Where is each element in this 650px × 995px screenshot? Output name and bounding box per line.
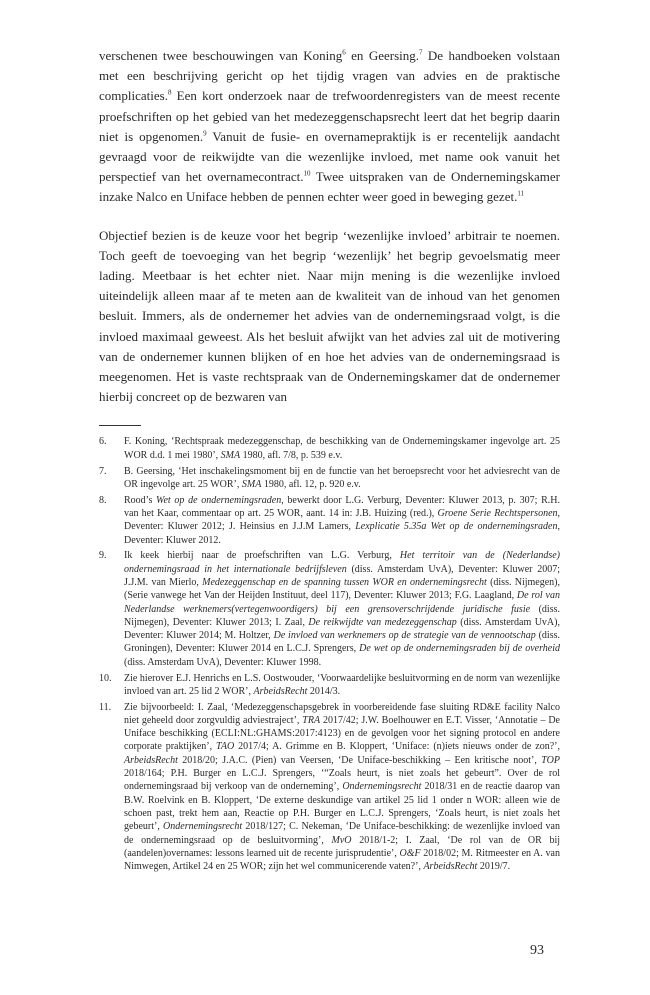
text-run: 2017/42; J.W. Boelhouwer en E.T. Visser, ‘Annotatie – De Uniface beschikking (ECLI:NL:GHAMS:2017:4123) en de gevolgen voor het signing protocol en andere corporate praktijken’, [124, 714, 560, 753]
text-run: (diss. Amsterdam UvA), Deventer: Kluwer 1998. [124, 656, 322, 668]
text-run: F. Koning, ‘Rechtspraak medezeggenschap, de beschikking van de Ondernemingskamer ingevolge art. 25 WOR d.d. 1 mei 1980’, [124, 436, 560, 461]
text-run: 1980, afl. 12, p. 920 e.v. [261, 478, 361, 490]
page-content [99, 46, 560, 876]
text-run: Zie bijvoorbeeld: I. Zaal, ‘Medezeggenschapsgebrek in voorbereidende fase sluiting RD&E facility Nalco niet geheeld door zorgvuldig adviestraject’, [124, 701, 560, 726]
text-run: (diss. Amsterdam UvA), Deventer: Kluwer 2014; M. Holtzer, [124, 616, 560, 642]
italic-title: Medezeggenschap en de spanning tussen WOR en ondernemingsrecht [202, 576, 487, 588]
footnote-number: 6. [99, 436, 107, 448]
italic-title: TRA [302, 714, 321, 726]
italic-title: De reikwijdte van medezeggenschap [308, 616, 457, 628]
footnote-ref[interactable]: 9 [203, 129, 207, 138]
italic-title: Het territoir van de (Nederlandse) ondernemingsraad in het internationale bedrijfsleven [124, 550, 560, 575]
footnote-item [99, 549, 560, 669]
text-run: Objectief bezien is de keuze voor het begrip ‘wezenlijke invloed’ arbitrair te noemen. Toch geeft de toevoeging van het begrip ‘wezenlijk’ het begrip gevoelsmatig meer lading. Meetbaar is het echter niet. Naar mijn mening is die wezenlijke invloed uiteindelijk alleen maar af te meten aan de kwaliteit van de inhoud van het genomen besluit. Immers, als de ondernemer het advies van de ondernemingsraad volgt, is die invloed maximaal geweest. Als het besluit afwijkt van het advies zal uit de motivering van de ondernemer kunnen blijken of en hoe het advies van de ondernemingsraad is meegenomen. Het is vaste rechtspraak van de Ondernemingskamer dat de ondernemer hierbij concreet op de bezwaren van [99, 227, 560, 405]
body-text [99, 46, 560, 407]
footnote-item [99, 672, 560, 699]
text-run: 2018/20; J.A.C. (Pien) van Veersen, ‘De Uniface-beschikking – Een kritische noot’, [177, 754, 542, 766]
text-run: , Deventer: Kluwer 2012. [124, 521, 560, 546]
footnotes-list [99, 435, 560, 873]
text-run: , Deventer: Kluwer 2012; J. Heinsius en J.J.M Lamers, [124, 507, 561, 533]
footnote-number: 11. [99, 701, 112, 713]
italic-title: ArbeidsRecht [423, 861, 478, 873]
text-run: (diss. Amsterdam UvA), Deventer: Kluwer 2007; J.J.M. van Mierlo, [124, 563, 560, 588]
footnote-divider [99, 425, 141, 426]
text-run: De handboeken volstaan met een beschrijving gericht op het tijdig vragen van advies en de praktische complicaties. [99, 48, 560, 104]
footnote-number: 9. [99, 550, 107, 562]
text-run: 2018/02; M. Ritmeester en A. van Nimwegen, Artikel 24 en 25 WOR; zijn het wel communicerende vaten?’, [124, 847, 560, 873]
text-run: Rood’s [124, 494, 157, 506]
text-run: Zie hierover E.J. Henrichs en L.S. Oostwouder, ‘Voorwaardelijke besluitvorming en de norm van wezenlijke invloed van art. 25 lid 2 WOR’, [124, 672, 560, 697]
italic-title: SMA [220, 449, 241, 461]
footnote-item [99, 465, 560, 492]
footnote-number: 10. [99, 672, 112, 684]
text-run: B. Geersing, ‘Het inschakelingsmoment bij en de functie van het beroepsrecht voor het adviesrecht van de OR ingevolge art. 25 WOR’, [124, 465, 560, 490]
text-run: 2017/4; A. Grimme en B. Kloppert, ‘Uniface: (n)iets nieuws onder de zon?’, [234, 741, 560, 753]
body-paragraph [99, 226, 560, 408]
footnote-ref[interactable]: 6 [342, 48, 346, 57]
italic-title: Ondernemingsrecht [342, 781, 422, 793]
text-run: Vanuit de fusie- en overnamepraktijk is er recentelijk aandacht gevraagd voor de reikwijdte van die wezenlijke invloed, met name ook vanuit het perspectief van het overnamecontract. [99, 128, 560, 185]
footnote-ref[interactable]: 8 [167, 89, 172, 98]
italic-title: ArbeidsRecht [124, 754, 178, 766]
italic-title: TAO [216, 741, 235, 753]
text-run: (diss. Nijmegen), Deventer: Kluwer 2013; I. Zaal, [124, 603, 560, 628]
italic-title: MvO [331, 834, 352, 846]
text-run: 1980, afl. 7/8, p. 539 e.v. [240, 449, 343, 461]
footnote-number: 8. [99, 494, 107, 506]
italic-title: SMA [241, 478, 262, 490]
text-run: 2018/127; C. Nekeman, ‘De Uniface-beschikking: de wezenlijke invloed van de ondernemingsraad op de besluitvorming’, [124, 821, 560, 846]
footnote-number: 7. [99, 465, 107, 477]
body-paragraph [99, 46, 560, 208]
footnote-ref[interactable]: 10 [303, 169, 311, 178]
text-run: Twee uitspraken van de Ondernemingskamer inzake Nalco en Uniface hebben de pennen echter weer goed in beweging gezet. [99, 169, 560, 205]
footnote-item [99, 701, 560, 874]
text-run: verschenen twee beschouwingen van Koning [99, 48, 343, 63]
italic-title: ArbeidsRecht [253, 685, 308, 697]
text-run: 2014/3. [307, 685, 341, 697]
italic-title: Groene Serie Rechtspersonen [437, 507, 558, 519]
italic-title: De invloed van werknemers op de strategie van de vennootschap [273, 630, 536, 642]
footnote-ref[interactable]: 11 [517, 190, 525, 199]
text-run: en Geersing. [345, 48, 419, 63]
text-run: 2019/7. [477, 861, 511, 873]
text-run: Ik keek hierbij naar de proefschriften van L.G. Verburg, [124, 550, 400, 562]
italic-title: De rol van Nederlandse werknemers(vertegenwoordigers) bij een grensoverschrijdende juridische fusie [124, 590, 560, 615]
italic-title: Ondernemingsrecht [163, 821, 243, 833]
footnote-ref[interactable]: 7 [419, 48, 423, 57]
text-run: , bewerkt door L.G. Verburg, Deventer: Kluwer 2013, p. 307; R.H. van het Kaar, commentaar op art. 25 WOR, aant. 14 in: J.B. Huizing (red.), [124, 494, 560, 519]
italic-title: TOP [541, 754, 560, 766]
italic-title: O&F [399, 847, 421, 859]
text-run: 2018/1-2; I. Zaal, ‘De rol van de OR bij (aandelen)overnames: lessons learned uit de recente jurisprudentie’, [124, 834, 561, 859]
text-run: Een kort onderzoek naar de trefwoordenregisters van de meest recente proefschriften op het gebied van het medezeggenschapsrecht leert dat het begrip daarin niet is opgenomen. [99, 88, 560, 144]
text-run: (diss. Groningen), Deventer: Kluwer 2014 en L.C.J. Sprengers, [124, 630, 560, 655]
footnote-item [99, 435, 560, 462]
text-run: 2018/164; P.H. Burger en L.C.J. Sprengers, ‘“Zoals heurt, is niet zoals het gebeurt”. Over de rol ondernemingsraad bij verkoop van de onderneming’, [124, 768, 560, 793]
text-run: (diss. Nijmegen), (Serie vanwege het Van der Heijden Instituut, deel 117), Deventer: Kluwer 2013; F.G. Laagland, [124, 576, 560, 602]
text-run: 2018/31 en de reactie daarop van B.W. Roelvink en B. Kloppert, ‘De externe deskundige van artikel 25 lid 1 onder n WOR: alleen wie de schoen past, trekt hem aan, Reactie op P.H. Burger en L.C.J. Sprengers, ‘Zoals heurt, is niet zoals het gebeurt’, [124, 781, 560, 833]
footnote-item [99, 494, 560, 547]
italic-title: De wet op de ondernemingsraden bij de overheid [359, 643, 560, 655]
page-number: 93 [530, 943, 544, 958]
italic-title: Wet op de ondernemingsraden [156, 494, 282, 506]
italic-title: Lexplicatie 5.35a Wet op de ondernemingsraden [355, 521, 558, 533]
